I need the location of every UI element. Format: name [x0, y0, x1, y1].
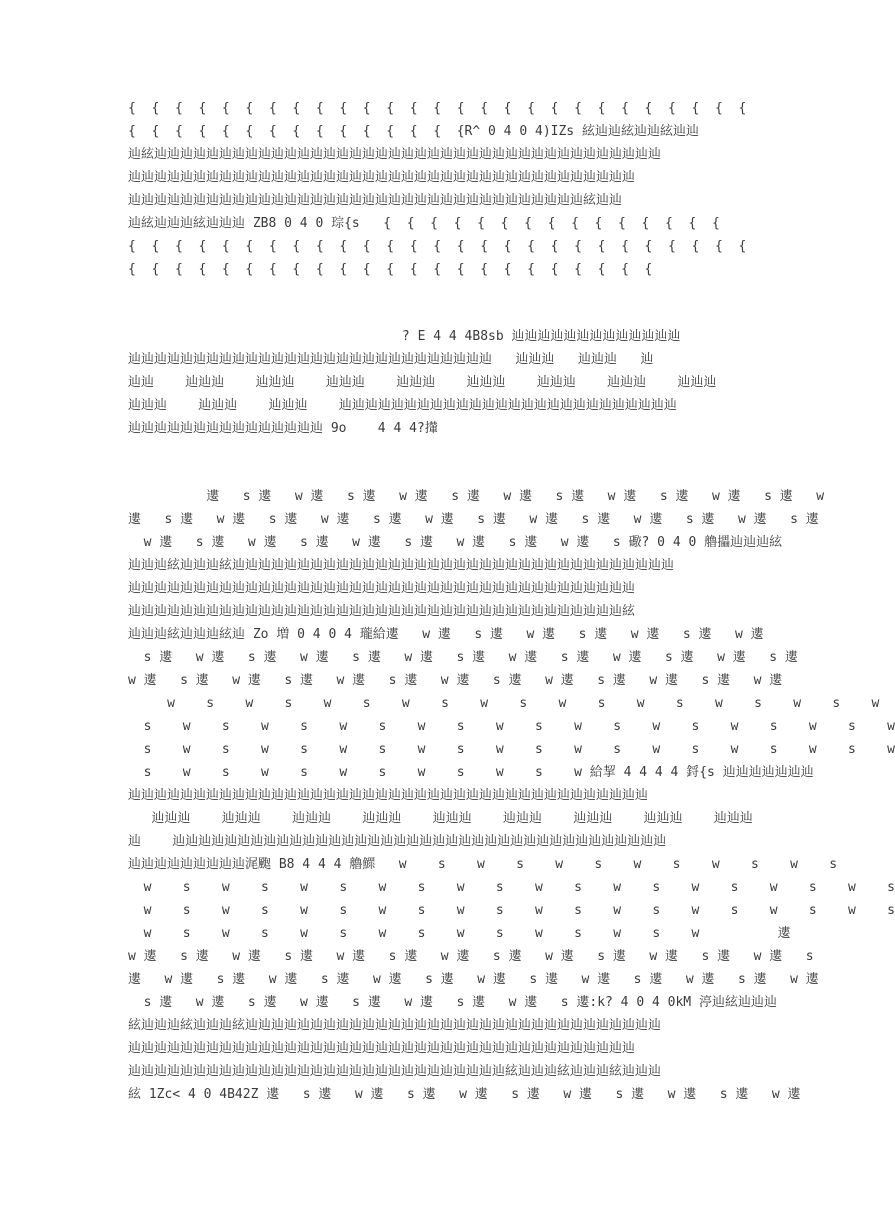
text-line: 辿辿 辿辿辿 辿辿辿 辿辿辿 辿辿辿 辿辿辿 辿辿辿 辿辿辿 辿辿辿: [128, 375, 717, 390]
text-line: 辿辿辿辿辿辿辿辿辿辿辿辿辿辿辿辿辿辿辿辿辿辿辿辿辿辿辿辿辿辿辿辿辿辿辿辿辿辿絃: [128, 604, 636, 619]
text-line: 辿辿辿 辿辿辿 辿辿辿 辿辿辿辿辿辿辿辿辿辿辿辿辿辿辿辿辿辿辿辿辿辿辿辿辿辿: [128, 398, 677, 413]
text-line: 辿辿辿辿辿辿辿辿辿辿辿辿辿辿辿辿辿辿辿辿辿辿辿辿辿辿辿辿辿辿辿辿辿辿辿辿辿辿辿: [128, 170, 636, 185]
text-line: s 遱 w 遱 s 遱 w 遱 s 遱 w 遱 s 遱 w 遱 s 遱 w 遱 s 遱 w 遱 s 遱: [128, 650, 798, 665]
text-line: 辿 辿辿辿辿辿辿辿辿辿辿辿辿辿辿辿辿辿辿辿辿辿辿辿辿辿辿辿辿辿辿辿辿辿辿辿辿辿辿: [128, 834, 667, 849]
text-line: w s w s w s w s w s w s w s w s w s w: [128, 696, 880, 711]
text-line: 辿辿辿辿辿辿辿辿辿辿辿辿辿辿辿辿辿辿辿辿辿辿辿辿辿辿辿辿辿辿辿辿辿辿辿辿辿辿辿辿: [128, 788, 649, 803]
text-line: 辿辿辿辿辿辿辿辿辿辿辿辿辿辿辿辿辿辿辿辿辿辿辿辿辿辿辿辿 辿辿辿 辿辿辿 辿: [128, 352, 654, 367]
text-line: 辿辿辿辿辿辿辿辿辿辿辿辿辿辿辿辿辿辿辿辿辿辿辿辿辿辿辿辿辿辿辿辿辿辿辿辿辿辿辿: [128, 581, 636, 596]
text-line: w s w s w s w s w s w s w s w s w s w s: [128, 903, 895, 918]
text-line: 絃 1Zc< 4 0 4B42Z 遱 s 遱 w 遱 s 遱 w 遱 s 遱 w 遱 s 遱 w 遱 s 遱 w 遱: [128, 1087, 801, 1102]
text-line: w s w s w s w s w s w s w s w s w s w s: [128, 880, 895, 895]
paragraph-2: [128, 325, 734, 440]
text-line: w 遱 s 遱 w 遱 s 遱 w 遱 s 遱 w 遱 s 遱 w 遱 s 礮? 0 4 0 艪攂辿辿辿絃: [128, 535, 783, 550]
text-line: 辿絃辿辿辿絃辿辿辿 ZB8 0 4 0 琮{s { { { { { { { { { { { { { { {: [128, 216, 720, 231]
text-line: 辿辿辿辿辿辿辿辿辿辿辿辿辿辿辿辿辿辿辿辿辿辿辿辿辿辿辿辿辿辿辿辿辿辿辿辿辿辿辿: [128, 1041, 636, 1056]
paragraph-1: [128, 97, 747, 281]
text-line: 辿辿辿 辿辿辿 辿辿辿 辿辿辿 辿辿辿 辿辿辿 辿辿辿 辿辿辿 辿辿辿: [128, 811, 753, 826]
text-line: 遱 s 遱 w 遱 s 遱 w 遱 s 遱 w 遱 s 遱 w 遱 s 遱 w 遱 s 遱 w: [128, 489, 825, 504]
paragraph-3: [128, 485, 895, 1106]
text-line: s w s w s w s w s w s w s w s w s w s w: [128, 742, 895, 757]
text-line: ? E 4 4 4B8sb 辿辿辿辿辿辿辿辿辿辿辿辿辿: [128, 329, 681, 344]
text-line: 辿辿辿絃辿辿辿絃辿辿辿辿辿辿辿辿辿辿辿辿辿辿辿辿辿辿辿辿辿辿辿辿辿辿辿辿辿辿辿辿辿辿: [128, 558, 675, 573]
text-line: 辿辿辿絃辿辿辿絃辿 Zo 増 0 4 0 4 瓏給遱 w 遱 s 遱 w 遱 s 遱 w 遱 s 遱 w 遱: [128, 627, 764, 642]
text-line: 遱 w 遱 s 遱 w 遱 s 遱 w 遱 s 遱 w 遱 s 遱 w 遱 s 遱 w 遱 s 遱 w 遱: [128, 972, 819, 987]
text-line: { { { { { { { { { { { { { { {R^ 0 4 0 4)IZs 絃辿辿絃辿辿絃辿辿: [128, 124, 699, 139]
text-line: 辿辿辿辿辿辿辿辿辿浘颮 B8 4 4 4 艪鰥 w s w s w s w s w s w s: [128, 857, 838, 872]
text-line: { { { { { { { { { { { { { { { { { { { { { { { { { { {: [128, 239, 747, 254]
text-line: { { { { { { { { { { { { { { { { { { { { { { { { { { {: [128, 101, 747, 116]
text-line: w 遱 s 遱 w 遱 s 遱 w 遱 s 遱 w 遱 s 遱 w 遱 s 遱 w 遱 s 遱 w 遱 s: [128, 949, 814, 964]
text-line: 辿辿辿辿辿辿辿辿辿辿辿辿辿辿辿 9o 4 4 4?攆: [128, 421, 438, 436]
text-line: s w s w s w s w s w s w s w s w s w s w: [128, 719, 895, 734]
text-line: 辿辿辿辿辿辿辿辿辿辿辿辿辿辿辿辿辿辿辿辿辿辿辿辿辿辿辿辿辿絃辿辿辿絃辿辿辿絃辿辿辿: [128, 1064, 662, 1079]
text-line: w s w s w s w s w s w s w s w 遱: [128, 926, 791, 941]
text-line: 辿絃辿辿辿辿辿辿辿辿辿辿辿辿辿辿辿辿辿辿辿辿辿辿辿辿辿辿辿辿辿辿辿辿辿辿辿辿辿辿辿: [128, 147, 662, 162]
text-line: { { { { { { { { { { { { { { { { { { { { { { {: [128, 262, 653, 277]
text-line: s 遱 w 遱 s 遱 w 遱 s 遱 w 遱 s 遱 w 遱 s 遱:k? 4 0 4 0kM 渟辿絃辿辿辿: [128, 995, 777, 1010]
text-line: 絃辿辿辿絃辿辿辿絃辿辿辿辿辿辿辿辿辿辿辿辿辿辿辿辿辿辿辿辿辿辿辿辿辿辿辿辿辿辿辿辿: [128, 1018, 662, 1033]
text-line: w 遱 s 遱 w 遱 s 遱 w 遱 s 遱 w 遱 s 遱 w 遱 s 遱 w 遱 s 遱 w 遱: [128, 673, 783, 688]
text-line: 辿辿辿辿辿辿辿辿辿辿辿辿辿辿辿辿辿辿辿辿辿辿辿辿辿辿辿辿辿辿辿辿辿辿辿絃辿辿: [128, 193, 623, 208]
text-line: 遱 s 遱 w 遱 s 遱 w 遱 s 遱 w 遱 s 遱 w 遱 s 遱 w 遱 s 遱 w 遱 s 遱: [128, 512, 819, 527]
text-line: s w s w s w s w s w s w 給挈 4 4 4 4 鋝{s 辿辿辿辿辿辿辿: [128, 765, 814, 780]
